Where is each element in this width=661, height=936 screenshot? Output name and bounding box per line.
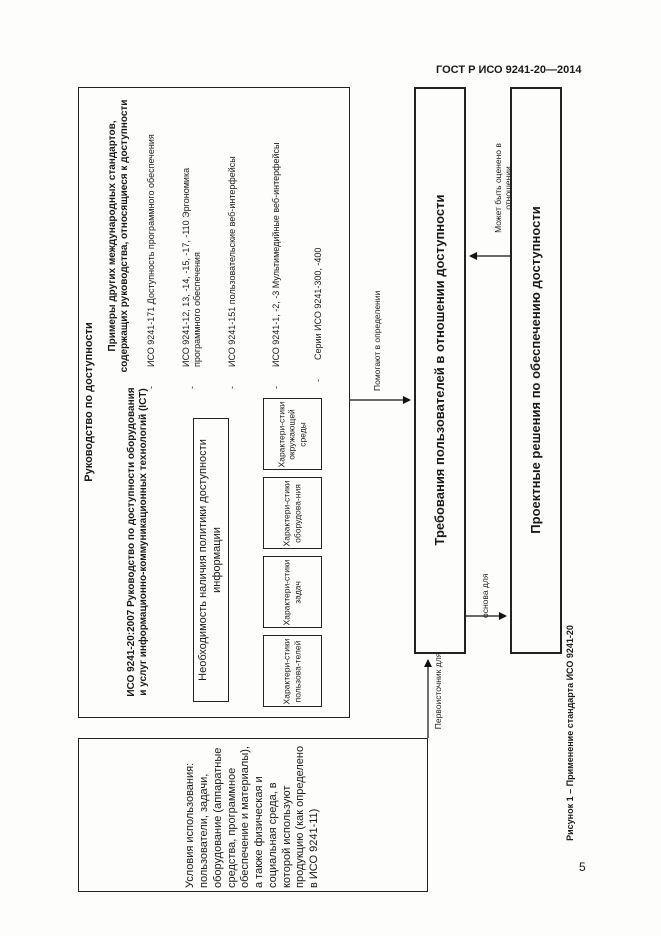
figure-caption: Рисунок 1 – Применение стандарта ИСО 9241-20 [564,625,575,841]
item-text: ИСО 9241-12, 13, -14, -15, -17, -110 Эргономика программного обеспечения [181,167,202,367]
solutions-text: Проектные решения по обеспечению доступности [527,206,543,534]
item-text: ИСО 9241-171 Доступность программного обеспечения [145,134,156,367]
item-text: Серии ИСО 9241-300, -400 [312,247,323,360]
item-dash: - [186,386,197,389]
label-help-define: Помогают в определении [371,290,382,391]
standard-header: ГОСТ Р ИСО 9241-20—2014 [436,64,582,76]
item-text: ИСО 9241-151 пользовательские веб-интерфейсы [226,156,237,367]
page-number: 5 [579,860,586,874]
policy-text: Необходимость наличия политики доступности информации [197,439,223,681]
guidance-title: Руководство по доступности [83,322,96,482]
other-standards-title: Примеры других международных стандартов, содержащих руководства, относящиеся к доступности [106,99,130,373]
other-standard-item [311,126,325,382]
item-dash: - [270,386,281,389]
char-equipment-text: Характери-стики оборудова-ния [281,480,302,547]
iso-9241-20-title: ИСО 9241-20:2007 Руководство по доступности оборудования и услуг информационно-коммуникационных технологий (ICT) [125,387,149,697]
item-dash: - [312,379,323,382]
label-primary-source: Первоисточник для [432,652,443,730]
other-standard-item [218,119,246,389]
item-dash: - [226,386,237,389]
char-users-text: Характери-стики пользова-телей [281,638,302,705]
other-standard-item [178,119,206,389]
label-can-be-evaluated: Может быть оценено в отношении [492,143,513,233]
item-dash: - [145,386,156,389]
conditions-text: Условия использования: пользователи, задачи, оборудование (аппаратные средства, программное обеспечение и материалы), а также физическая и социальная среда, в которой используют продукцию (как определено в ИСО 9241-11) [184,745,320,888]
char-environment-text: Характери-стики окружающей среды [276,401,308,468]
item-text: ИСО 9241-1, -2, -3 Мультимедийные веб-интерфейсы [270,142,281,367]
char-tasks-text: Характери-стики задач [281,559,302,626]
requirements-text: Требования пользователей в отношении доступности [431,194,447,546]
other-standard-item [262,119,290,389]
other-standard-item [137,119,165,389]
label-basis-for: основа для [479,573,490,618]
